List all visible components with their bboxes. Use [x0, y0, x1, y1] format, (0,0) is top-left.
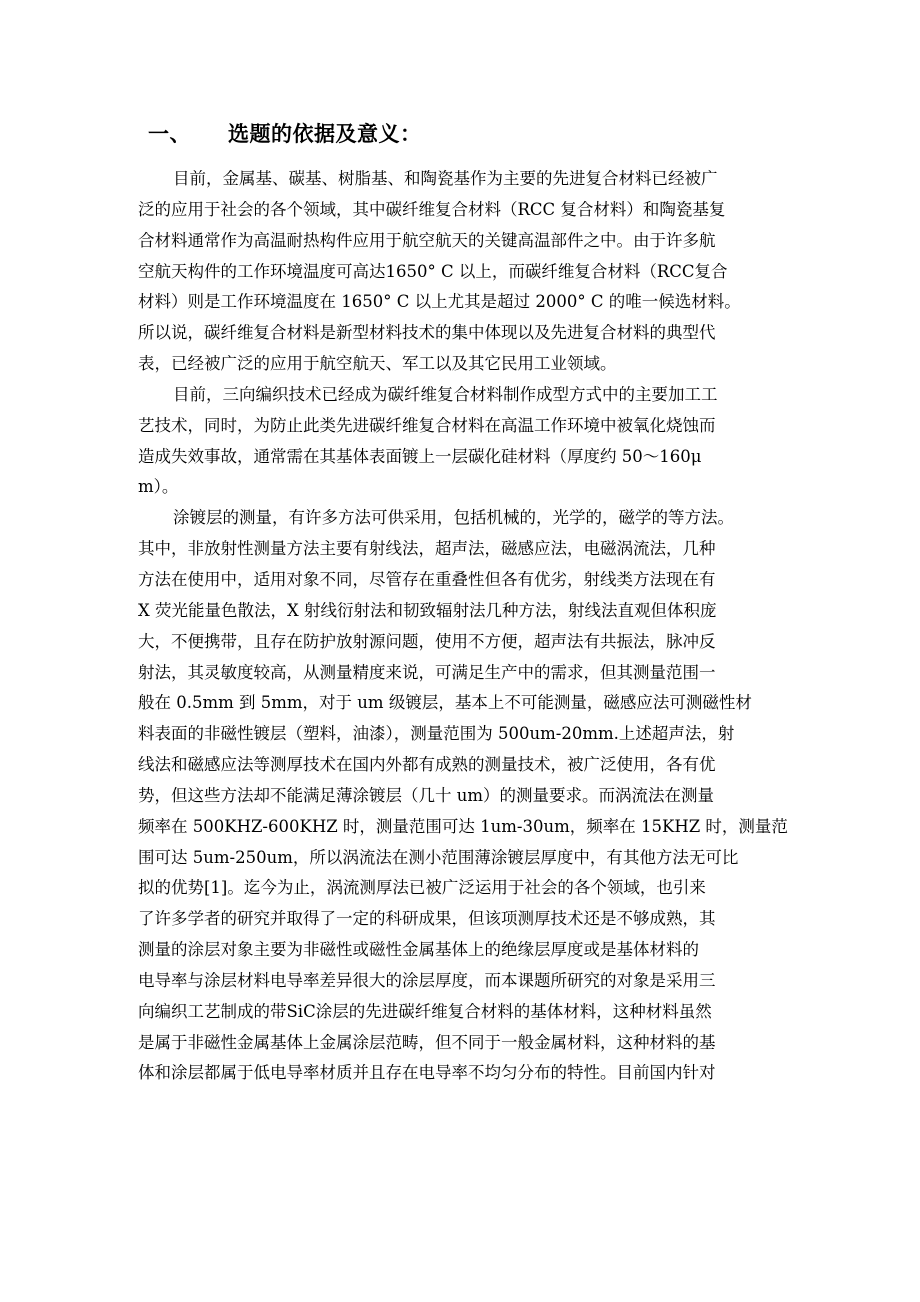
document-body	[138, 164, 798, 1089]
text-line: 艺技术，同时，为防止此类先进碳纤维复合材料在高温工作环境中被氧化烧蚀而	[138, 415, 716, 435]
text-line: 其中，非放射性测量方法主要有射线法，超声法，磁感应法，电磁涡流法，几种	[138, 539, 716, 559]
text-line: 料表面的非磁性镀层（塑料，油漆），测量范围为 500um-20mm.上述超声法，射	[138, 724, 735, 744]
text-line: 合材料通常作为高温耐热构件应用于航空航天的关键高温部件之中。由于许多航	[138, 230, 716, 250]
text-line: 拟的优势[1]。迄今为止，涡流测厚法已被广泛运用于社会的各个领域，也引来	[138, 878, 706, 898]
text-line: 了许多学者的研究并取得了一定的科研成果，但该项测厚技术还是不够成熟，其	[138, 909, 716, 929]
text-line: 空航天构件的工作环境温度可高达1650° C 以上，而碳纤维复合材料（RCC复合	[138, 261, 728, 281]
text-line: X 荧光能量色散法，X 射线衍射法和韧致辐射法几种方法，射线法直观但体积庞	[138, 600, 717, 620]
text-line: 涂镀层的测量，有许多方法可供采用，包括机械的，光学的，磁学的等方法。	[173, 508, 734, 528]
text-line: 频率在 500KHZ-600KHZ 时，测量范围可达 1um-30um，频率在 15KHZ 时，测量范	[138, 816, 788, 836]
text-line: 般在 0.5mm 到 5mm，对于 um 级镀层，基本上不可能测量，磁感应法可测磁性材	[138, 693, 752, 713]
paragraph	[138, 503, 798, 1089]
text-line: 表，已经被广泛的应用于航空航天、军工以及其它民用工业领域。	[138, 354, 617, 374]
text-line: 造成失效事故，通常需在其基体表面镀上一层碳化硅材料（厚度约 50～160μ	[138, 446, 702, 466]
text-line: m）。	[138, 477, 179, 497]
text-line: 材料）则是工作环境温度在 1650° C 以上尤其是超过 2000° C 的唯一候选材料。	[138, 292, 741, 312]
text-line: 所以说，碳纤维复合材料是新型材料技术的集中体现以及先进复合材料的典型代	[138, 323, 716, 343]
text-line: 是属于非磁性金属基体上金属涂层范畴，但不同于一般金属材料，这种材料的基	[138, 1032, 716, 1052]
text-line: 线法和磁感应法等测厚技术在国内外都有成熟的测量技术，被广泛使用，各有优	[138, 755, 716, 775]
text-line: 围可达 5um-250um，所以涡流法在测小范围薄涂镀层厚度中，有其他方法无可比	[138, 847, 739, 867]
text-line: 大，不便携带，且存在防护放射源问题，使用不方便，超声法有共振法，脉冲反	[138, 631, 716, 651]
text-line: 目前，金属基、碳基、树脂基、和陶瓷基作为主要的先进复合材料已经被广	[173, 169, 718, 188]
text-line: 方法在使用中，适用对象不同，尽管存在重叠性但各有优劣，射线类方法现在有	[138, 569, 716, 589]
text-line: 体和涂层都属于低电导率材质并且存在电导率不均匀分布的特性。目前国内针对	[138, 1063, 716, 1083]
section-heading	[148, 118, 422, 148]
paragraph	[138, 380, 798, 503]
text-line: 射法，其灵敏度较高，从测量精度来说，可满足生产中的需求，但其测量范围一	[138, 662, 716, 682]
text-line: 向编织工艺制成的带SiC涂层的先进碳纤维复合材料的基体材料，这种材料虽然	[138, 1001, 712, 1021]
section-number: 一、	[148, 122, 191, 146]
text-line: 势，但这些方法却不能满足薄涂镀层（几十 um）的测量要求。而涡流法在测量	[138, 785, 715, 805]
section-title: 选题的依据及意义：	[228, 122, 422, 146]
paragraph	[138, 164, 798, 380]
text-line: 电导率与涂层材料电导率差异很大的涂层厚度，而本课题所研究的对象是采用三	[138, 970, 716, 990]
text-line: 目前，三向编织技术已经成为碳纤维复合材料制作成型方式中的主要加工工	[173, 384, 718, 404]
text-line: 测量的涂层对象主要为非磁性或磁性金属基体上的绝缘层厚度或是基体材料的	[138, 940, 699, 960]
text-line: 泛的应用于社会的各个领域，其中碳纤维复合材料（RCC 复合材料）和陶瓷基复	[138, 199, 726, 219]
